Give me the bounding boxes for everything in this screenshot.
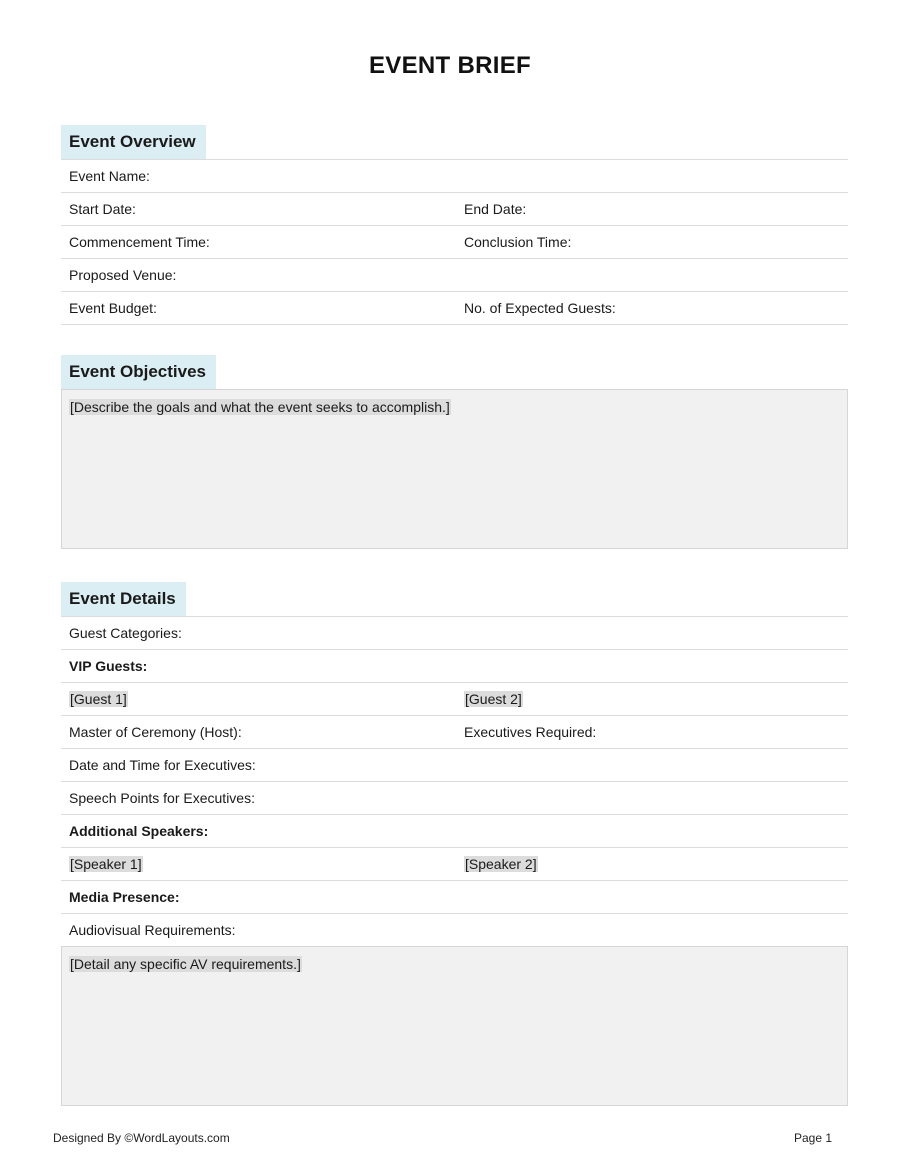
objectives-placeholder: [Describe the goals and what the event seeks to accomplish.] [70,399,450,415]
venue-row[interactable] [61,258,848,291]
page-number: Page 1 [794,1131,833,1145]
event-overview-heading: Event Overview [61,125,206,159]
speech-points-row[interactable] [61,781,848,814]
budget-row[interactable] [61,291,848,325]
event-details-heading: Event Details [61,582,186,616]
event-objectives-section [61,355,848,549]
event-overview-section [61,125,848,325]
av-requirements-label: Audiovisual Requirements: [69,922,236,938]
av-placeholder: [Detail any specific AV requirements.] [70,956,301,972]
document-title: EVENT BRIEF [369,52,531,79]
event-objectives-heading: Event Objectives [61,355,216,389]
av-requirements-row[interactable] [61,913,848,946]
footer-credit: Designed By ©WordLayouts.com [53,1131,230,1145]
start-date-label: Start Date: [69,201,136,217]
event-budget-label: Event Budget: [69,300,157,316]
speech-points-label: Speech Points for Executives: [69,790,255,806]
times-row[interactable] [61,225,848,258]
event-details-section [61,582,848,1106]
av-requirements-textbox[interactable] [61,946,848,1106]
guests-row[interactable] [61,682,848,715]
master-of-ceremony-label: Master of Ceremony (Host): [69,724,242,740]
guest-categories-label: Guest Categories: [69,625,182,641]
conclusion-time-label: Conclusion Time: [464,234,572,250]
event-name-row[interactable] [61,159,848,192]
guest-categories-row[interactable] [61,616,848,649]
end-date-label: End Date: [464,201,527,217]
objectives-textbox[interactable] [61,389,848,549]
event-name-label: Event Name: [69,168,150,184]
host-row[interactable] [61,715,848,748]
additional-speakers-row [61,814,848,847]
speaker-2-placeholder[interactable]: [Speaker 2] [465,856,537,872]
vip-guests-label: VIP Guests: [69,658,148,674]
expected-guests-label: No. of Expected Guests: [464,300,616,316]
media-presence-label: Media Presence: [69,889,180,905]
media-presence-row [61,880,848,913]
date-time-executives-label: Date and Time for Executives: [69,757,256,773]
dates-row[interactable] [61,192,848,225]
guest-1-placeholder[interactable]: [Guest 1] [70,691,127,707]
commencement-time-label: Commencement Time: [69,234,210,250]
speaker-1-placeholder[interactable]: [Speaker 1] [70,856,142,872]
vip-guests-row [61,649,848,682]
guest-2-placeholder[interactable]: [Guest 2] [465,691,522,707]
proposed-venue-label: Proposed Venue: [69,267,177,283]
speakers-row[interactable] [61,847,848,880]
executives-required-label: Executives Required: [464,724,597,740]
additional-speakers-label: Additional Speakers: [69,823,209,839]
executives-datetime-row[interactable] [61,748,848,781]
